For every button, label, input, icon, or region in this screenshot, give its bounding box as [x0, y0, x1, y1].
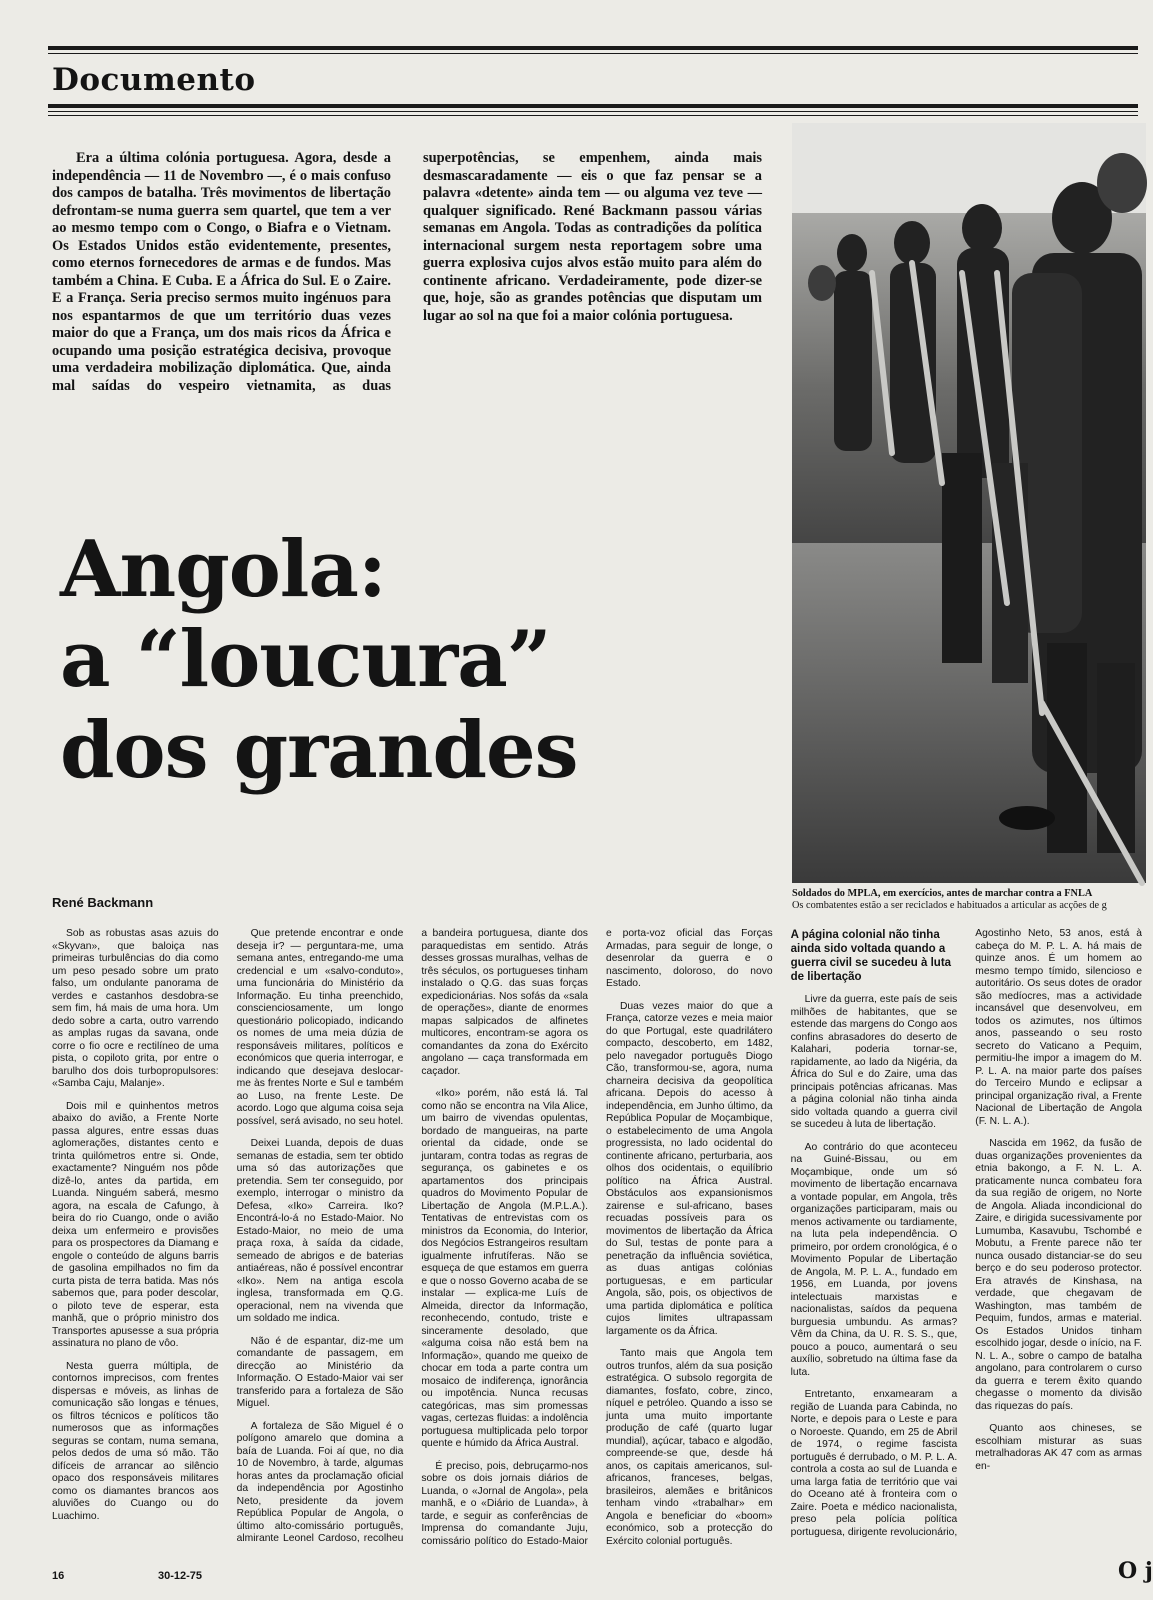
caption-line-1: Soldados do MPLA, em exercícios, antes de marchar contra a FNLA: [792, 888, 1093, 899]
body-paragraph: Que pretende encontrar e onde deseja ir? — perguntara-me, uma semana antes, entregando-me uma credencial e um «salvo-conduto», uma funcionária do Ministério da Informação. Eu tinha preenchido, conscienciosamente, um longo questionário policopiado, indicando os nomes de uma meia dúzia de responsáveis militares, políticos e económicos que queria interrogar, e indicando que desejava deslocar-me às frentes Norte e Sul e também ao Luso, na frente Leste. De acordo. Logo que alguma coisa seja possível, será avisado, no seu hotel.: [236, 928, 404, 1127]
body-paragraph: Tanto mais que Angola tem outros trunfos, além da sua posição estratégica. O subsolo regorgita de diamantes, fosfato, cobre, zinco, níquel e petróleo. Quando a isso se junta uma muito importante produção de café (quarto lugar mundial), açúcar, tabaco e algodão, compreende-se que, desde há anos, os capitais americanos, sul-africanos, franceses, belgas, brasileiros, alemães e britânicos tenham vindo «trabalhar» em Angola e beneficiar do «boom» económico, sob a protecção do Exército colonial português.: [605, 1348, 773, 1547]
body-paragraph: A fortaleza de São Miguel é o polígono amarelo que domina a baía de Luanda. Foi aí que, no dia 10 de Novembro, à tarde, algumas horas antes da proclamação oficial da independência por Agostinho Neto, presidente da jovem República Popular de Angola, o último alto-comissário português, almirante Leonel Cardoso, recolheu a bandeira portuguesa, diante dos paraquedistas em sentido. Atrás desses grossas muralhas, velhas de três séculos, os portugueses tinham instalado o Q.G. das suas forças expedicionárias. Nos sofás da «sala de operações», diante de enormes mapas salpicados de alfinetes multicores, encontram-se agora os comandantes da zona do Exército angolano — caça transformada em caçador.: [236, 928, 588, 1544]
section-rule-thin: [48, 111, 1138, 112]
section-title: Documento: [52, 62, 256, 98]
body-paragraph: Não é de espantar, diz-me um comandante de passagem, em direcção ao Ministério da Informação. O Estado-Maior vai ser transferido para a fortaleza de São Miguel.: [236, 1335, 404, 1409]
body-paragraph: Quanto aos chineses, se escolhiam misturar as suas metralhadoras AK 47 com as armas en-: [975, 1423, 1142, 1472]
intro-standfirst: [52, 150, 762, 400]
body-paragraph: Livre da guerra, este país de seis milhões de habitantes, que se estende das margens do Congo aos confins abrasadores do deserto de Kalahari, poderia tornar-se, rapidamente, ao lado da Nigéria, da África do Sul e do Zaire, uma das principais potências africanas. Mas a página colonial não tinha ainda sido voltada quando a guerra civil se sucedeu à luta de libertação.: [790, 994, 958, 1130]
body-paragraph: «Iko» porém, não está lá. Tal como não se encontra na Vila Alice, um bairro de vivendas opulentas, bordado de mangueiras, na parte oriental da cidade, onde se juntaram, contra todas as regras de segurança, os gabinetes e os apartamentos dos principais quadros do Movimento Popular de Libertação de Angola (M.P.L.A.). Tentativas de entrevistas com os ministros da Economia, do Interior, dos Negócios Estrangeiros resultam igualmente infrutíferas. Não se esqueça de que estamos em guerra e que o nosso Governo acaba de se instalar — explica-me Luís de Almeida, director da Informação, reconhecendo, contudo, triste e sinceramente desolado, que «alguma coisa não está bem na Informação», quando me queixo de chocar em toda a parte contra um mosaico de indiferença, ignorância ou impotência. Nunca recusas categóricas, mas sim promessas vagas, certezas fluidas: a indolência portuguesa multiplicada pelo torpor quente e húmido da África Austral.: [421, 1088, 588, 1449]
masthead-fragment: O j: [1118, 1558, 1153, 1584]
body-subheading: A página colonial não tinha ainda sido voltada quando a guerra civil se sucedeu à luta de libertação: [790, 929, 952, 983]
body-paragraph: Nesta guerra múltipla, de contornos imprecisos, com frentes dispersas e móveis, as linhas de comunicação são longas e ténues, os filtros técnicos e políticos tão numerosos que as informações seguras se contam, numa semana, pelos dedos de uma só mão. Tão difíceis de arrancar ao silêncio opaco dos responsáveis militares como os diamantes brancos aos aluviões do Cuango ou do Luachimo.: [52, 1360, 219, 1522]
byline: René Backmann: [52, 895, 154, 910]
body-paragraph: Duas vezes maior do que a França, catorze vezes e meia maior do que Portugal, este quadrilátero compacto, descoberto, em 1482, pelo navegador português Diogo Cão, transformou-se, agora, numa charneira decisiva da geopolítica africana. Depois do acesso à independência, em Junho último, da República Popular de Moçambique, o estabelecimento de uma Angola progressista, no lado ocidental do continente africano, perturbaria, aos olhos dos ocidentais, o equilíbrio político na África Austral. Obstáculos aos expansionismos zairense e sul-africano, bases recuadas possíveis para os movimentos de libertação da África do Sul, testas de ponte para a penetração da influência soviética, as duas antigas colónias portuguesas, e em particular Angola, são, pois, os objectivos de uma partida diplomática e política cujos limites ultrapassam largamente os da África.: [605, 1000, 773, 1337]
photo-soldiers: [792, 123, 1146, 883]
body-paragraph: É preciso, pois, debruçarmo-nos sobre os dois jornais diários de Luanda, o «Jornal de Angola», pela manhã, e o «Diário de Luanda», à tarde, e seguir as conferências de Imprensa do comandante Juju, comissário político do Estado-Maior e porta-voz oficial das Forças Armadas, para seguir de longe, o desenrolar da guerra e o nascimento, doloroso, do novo Estado.: [421, 928, 773, 1547]
caption-line-2: Os combatentes estão a ser reciclados e habituados a articular as acções de g: [792, 899, 1107, 911]
body-paragraph: Nascida em 1962, da fusão de duas organizações provenientes da etnia bakongo, a F. N. L. A. praticamente nunca combateu fora da sua região de origem, no Norte de Angola. Aliada incondicional do Zaire, e dirigida sucessivamente por Lumumba, Kasavubu, Tschombé e Mobutu, a Frente parece não ter nunca ousado distanciar-se do seu berço e do seu poderoso protector. Era através de Kinshasa, na verdade, que chegavam de Washington, mas também de Pequim, fundos, armas e material. Os Estados Unidos tinham escolhido jogar, desde o início, na F. N. L. A., sobre o campo de batalha angolano, para controlarem o curso da guerra e terem êxito quando chegasse o momento da divisão das riquezas do país.: [975, 1138, 1142, 1412]
body-paragraph: Dois mil e quinhentos metros abaixo do avião, a Frente Norte passa algures, entre essas duas aglomerações, distantes cento e trinta quilómetros entre si. Onde, exactamente? Ninguém nos pôde dizê-lo, antes da partida, em Luanda. Ninguém saberá, mesmo agora, na escala de Cafungo, à beira do rio Cuango, onde o avião deixa um enfermeiro e provisões para os prospectores da Diamang e engole o conteúdo de alguns barris de gasolina empilhados no fim da curta pista de terra batida. Mas nós sabemos que, para poder descolar, o piloto teve de esperar, esta manhã, que o próprio ministro dos Transportes apusesse a sua própria assinatura no plano de vôo.: [52, 1100, 219, 1349]
page-number: 16: [52, 1570, 65, 1582]
headline-line-2: a “loucura”: [60, 614, 551, 706]
headline-line-1: Angola:: [60, 524, 386, 615]
body-paragraph: Deixei Luanda, depois de duas semanas de estadia, sem ter obtido uma só das autorizações que pretendia. Sem ter conseguido, por exemplo, interrogar o ministro da Defesa, «Iko» Carreira. Iko? Encontrá-lo-á no Estado-Maior. No Estado-Maior, no meio de uma praça roxa, à saída da cidade, semeado de abrigos e de baterias antiaéreas, não é possível encontrar «Iko». Nem na antiga escola inglesa, transformada em Q.G. operacional, nem na vivenda que um soldado me indica.: [236, 1138, 404, 1324]
body-paragraph: Entretanto, enxamearam a região de Luanda para Cabinda, no Norte, e depois para o Leste e para o Noroeste. Quando, em 25 de Abril de 1974, o regime fascista português é derrubado, o M. P. L. A. controla a costa ao sul de Luanda e uma larga fatia de território que vai do Oceano até à fronteira com o Zaire. Poeta e médico nacionalista, preso pela polícia política portuguesa, dirigente revolucionário, Agostinho Neto, 53 anos, está à cabeça do M. P. L. A. há mais de quinze anos. É um homem ao mesmo tempo tímido, silencioso e autoritário. Os seus dotes de orador são medíocres, mas a actividade incansável que desenvolveu, em todos os azimutes, nos últimos anos, passeando o seu rosto secreto do Vaticano a Pequim, permitiu-lhe impor a imagem do M. P. L. A. na maior parte dos países do Terceiro Mundo e eclipsar a principal organização rival, a Frente Nacional de Libertação de Angola (F. N. L. A.).: [790, 928, 1142, 1538]
soldiers-photo-image: [792, 123, 1146, 883]
photo-caption: [792, 888, 1146, 911]
issue-date: 30-12-75: [158, 1570, 203, 1582]
body-paragraph: Ao contrário do que aconteceu na Guiné-Bissau, ou em Moçambique, onde um só movimento de libertação encarnava a vontade popular, em Angola, três organizações participaram, mais ou menos activamente ou tardiamente, na luta pela independência. O primeiro, por ordem cronológica, é o Movimento Popular de Libertação de Angola, M. P. L. A., fundado em 1956, em Luanda, por jovens intelectuais marxistas e nacionalistas, saídos da pequena burguesia umbundu. As armas? Vêm da China, da U. R. S. S., que, pouco a pouco, aumentará o seu auxílio, sobretudo na última fase da luta.: [790, 1141, 958, 1378]
section-rule: [48, 104, 1138, 108]
section-rule-thin-2: [48, 115, 1138, 116]
headline: [60, 525, 578, 796]
top-rule: [48, 46, 1138, 50]
intro-paragraph: Era a última colónia portuguesa. Agora, desde a independência — 11 de Novembro —, é o mais confuso dos campos de batalha. Três movimentos de libertação defrontam-se numa guerra sem quartel, que tem a ver ao mesmo tempo com o Congo, o Biafra e o Vietnam. Os Estados Unidos estão evidentemente, presentes, como eternos fornecedores de armas e de fundos. Mas também a China. E Cuba. E a África do Sul. E o Zaire. E a França. Seria preciso sermos muito ingénuos para nos espantarmos de que um território duas vezes maior do que a França, um dos mais ricos da África e ocupando uma posição estratégica decisiva, provoque uma verdadeira mobilização diplomática. Que, ainda mal saídas do vespeiro vietnamita, as duas superpotências, se empenhem, ainda mais desmascaradamente — eis o que faz pensar se a palavra «detente» ainda tem — ou alguma vez teve — qualquer significado. René Backmann passou várias semanas em Angola. Todas as contradições da política internacional surgem nesta reportagem sobre uma guerra explosiva cujos alvos estão muito para além do continente africano. Verdadeiramente, pode dizer-se que, hoje, são as grandes potências que disputam um lugar ao sol na que foi a maior colónia portuguesa.: [52, 150, 762, 394]
body-paragraph: Sob as robustas asas azuis do «Skyvan», que baloiça nas primeiras turbulências do dia como um peso pesado sobre um prato falso, um ondulante panorama de verdes e castanhos desdobra-se sem fim, há mais de uma hora. Um dedo sobre a carta, outro varrendo as amplas rugas da savana, onde corre o fio ocre e rectilíneo de uma pista, o copiloto grita, por entre o barulho dos dois turbopropulsores: «Samba Caju, Malanje».: [52, 928, 219, 1089]
headline-line-3: dos grandes: [60, 704, 578, 796]
article-body: [52, 928, 1142, 1548]
top-rule-thin: [48, 53, 1138, 54]
